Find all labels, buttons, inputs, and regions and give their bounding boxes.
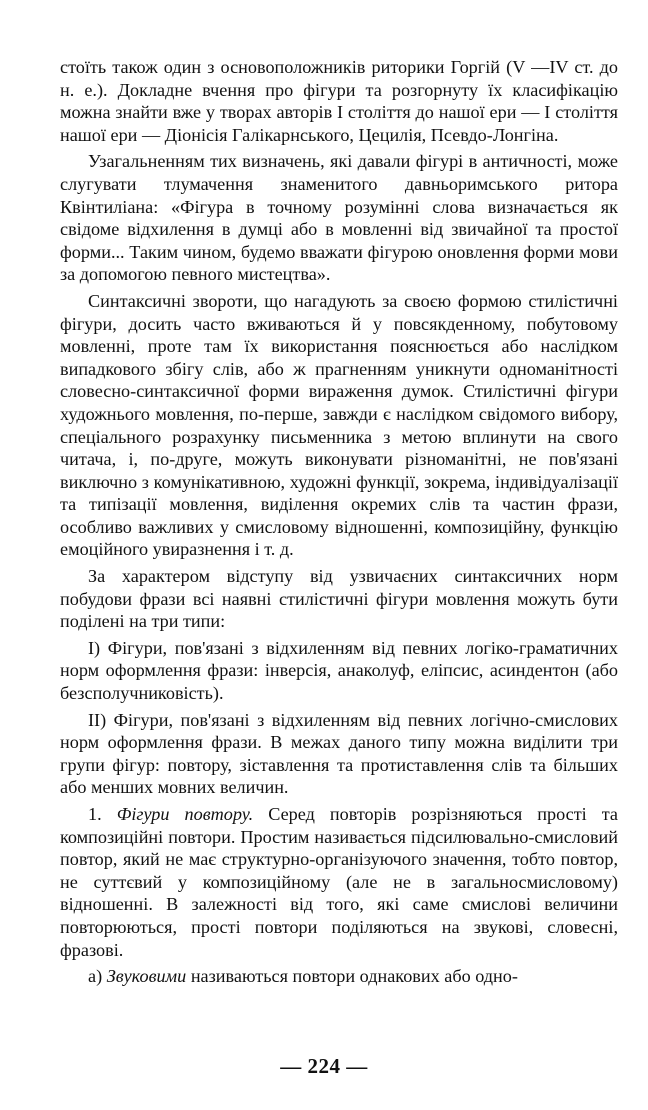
paragraph-three-types: За характером відступу від узвичаєних синтаксичних норм побудови фрази всі наявні стилістичні фігури мовлення можуть бути поділені на три типи: — [60, 566, 618, 632]
paragraph-type-two: ІІ) Фігури, пов'язані з відхиленням від певних логічно-смислових норм оформлення фрази. В межах даного типу можна виділити три групи фігур: повтору, зіставлення та протиставлення слів та більших або менших мовних величин. — [60, 709, 618, 798]
paragraph-repetition-figures — [60, 803, 618, 961]
paragraph-sound-repetitions — [60, 965, 618, 988]
page-body — [60, 56, 618, 988]
list-letter: а) — [88, 966, 107, 987]
paragraph-text: називаються повтори однакових або одно- — [186, 966, 518, 987]
term-italic: Фігури повтору. — [116, 804, 254, 824]
paragraph-type-one: І) Фігури, пов'язані з відхиленням від певних логіко-граматичних норм оформлення фрази: інверсія, анаколуф, еліпсис, асиндентон (або безсполучниковість). — [60, 637, 618, 704]
term-italic: Звуковими — [106, 966, 187, 987]
paragraph-continued: стоїть також один з основоположників риторики Горгій (V —IV ст. до н. е.). Докладне вчення про фігури та розгорнуту їх класифікацію можна знайти вже у творах авторів І століття до нашої ери — І століття нашої ери — Діонісія Галікарнського, Цецилія, Псевдо-Лонгіна. — [60, 57, 618, 145]
paragraph-quintilian: Узагальненням тих визначень, які давали фігурі в античності, може слугувати тлумачення знаменитого давньоримського ритора Квінтиліана: «Фігура в точному розумінні слова визначається як свідоме відхилення в думці або в мовленні від звичайної та простої форми... Таким чином, будемо вважати фігурою оновлення форми мови за допомогою певного мистецтва». — [60, 151, 618, 285]
paragraph-syntactic-turns: Синтаксичні звороти, що нагадують за своєю формою стилістичні фігури, досить часто вживаються й у повсякденному, побутовому мовленні, проте там їх використання пояснюється або наслідком випадкового збігу слів, або ж прагненням уникнути одноманітності словесно-синтаксичної форми вираження думок. Стилістичні фігури художнього мовлення, по-перше, завжди є наслідком свідомого вибору, спеціального розрахунку письменника з метою вплинути на свого читача, і, по-друге, можуть виконувати різноманітні, не пов'язані виключно з комунікативною, художні функції, зокрема, індивідуалізації та типізації мовлення, виділення окремих слів та частин фрази, особливо важливих у смисловому відношенні, композиційну, функцію емоційного увиразнення і т. д. — [60, 290, 618, 560]
page-number: — 224 — — [280, 1054, 368, 1078]
list-number: 1. — [88, 804, 117, 824]
paragraph-text: Серед повторів розрізняються прості та композиційні повтори. Простим називається підсилювально-смисловий повтор, який не має структурно-організуючого значення, тобто повтор, не суттєвий у композиційному (але не в загальносмисловому) відношенні. В залежності від того, які саме смислові величини повторюються, прості повтори поділяються на звукові, словесні, фразові. — [60, 804, 619, 960]
